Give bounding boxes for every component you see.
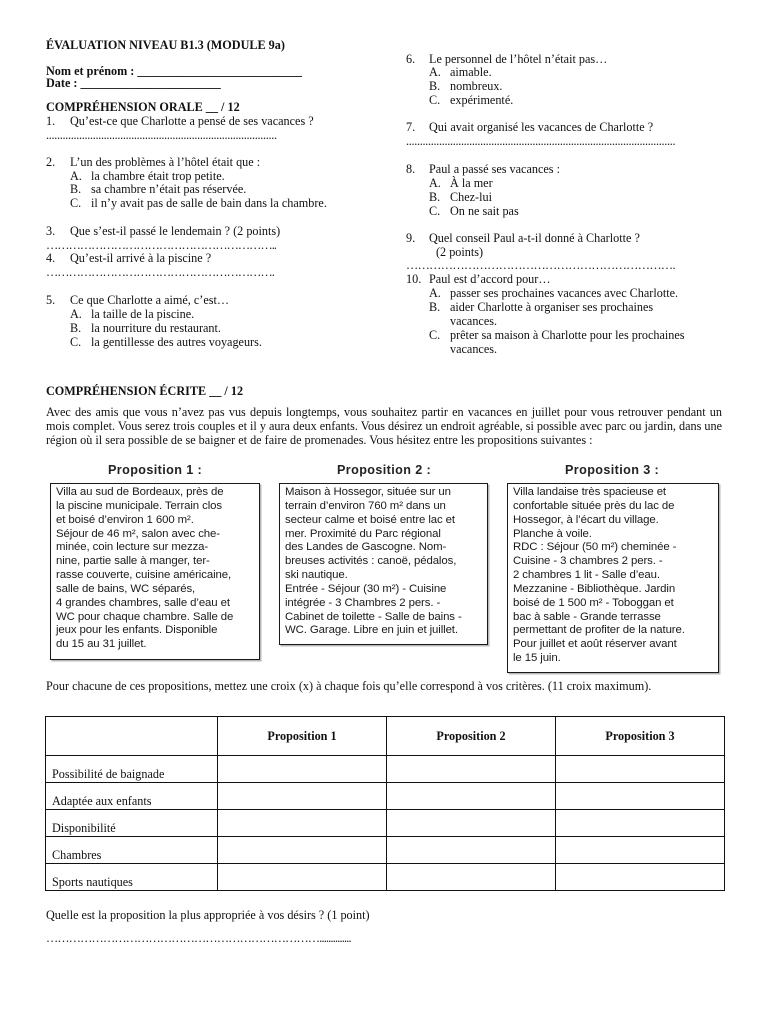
question-text: Paul est d’accord pour…	[429, 272, 551, 286]
option-letter: C.	[70, 196, 82, 210]
check-cell[interactable]	[218, 837, 387, 864]
option-letter: B.	[70, 321, 82, 335]
proposal-line: Mezzanine - Bibliothèque. Jardin	[513, 582, 676, 595]
proposal-line: confortable située près du lac de	[513, 499, 675, 512]
question-text: Quel conseil Paul a-t-il donné à Charlotte ?	[429, 231, 640, 245]
question-text: Qu’est-il arrivé à la piscine ?	[70, 251, 212, 265]
row-label: Chambres	[46, 837, 218, 864]
proposal-line: breuses activités : canoë, pédalos,	[285, 555, 457, 568]
proposal-line: nine, partie salle à manger, ter-	[56, 555, 210, 568]
proposal-line: Pour juillet et août réserver avant	[513, 638, 677, 651]
proposal-line: permettant de profiter de la nature.	[513, 624, 685, 637]
question-number: 6.	[406, 52, 416, 66]
option-5b[interactable]	[70, 321, 221, 335]
proposal-line: WC. Garage. Libre en juin et juillet.	[285, 624, 458, 637]
row-label: Possibilité de baignade	[46, 756, 218, 783]
check-cell[interactable]	[556, 783, 725, 810]
proposal-line: RDC : Séjour (50 m²) cheminée -	[513, 541, 677, 554]
check-cell[interactable]	[387, 783, 556, 810]
question-text: Paul a passé ses vacances :	[429, 162, 560, 176]
option-letter: A.	[429, 176, 441, 190]
written-section-heading: COMPRÉHENSION ÉCRITE __ / 12	[46, 384, 244, 398]
option-2b[interactable]	[70, 182, 246, 196]
question-text: Que s’est-il passé le lendemain ? (2 points)	[70, 224, 281, 238]
option-text: la chambre était trop petite.	[91, 169, 225, 183]
option-letter: A.	[429, 65, 441, 79]
check-cell[interactable]	[387, 864, 556, 891]
proposal-line: WC pour chaque chambre. Salle de	[56, 610, 234, 623]
question-text: Le personnel de l’hôtel n’était pas…	[429, 52, 608, 66]
proposal-line: intégrée - 3 Chambres 2 pers. -	[285, 596, 441, 609]
row-label: Sports nautiques	[46, 864, 218, 891]
row-label: Adaptée aux enfants	[46, 783, 218, 810]
check-cell[interactable]	[556, 810, 725, 837]
name-field[interactable]: Nom et prénom : ___________________________	[46, 64, 302, 78]
proposal-line: terrain d’environ 760 m² dans un	[285, 499, 446, 512]
proposal-line: 2 chambres 1 lit - Salle d’eau.	[513, 569, 660, 582]
option-text: expérimenté.	[450, 93, 514, 107]
question-9-points: (2 points)	[436, 245, 484, 259]
question-number: 3.	[46, 224, 56, 238]
option-10c[interactable]	[429, 328, 685, 342]
proposal-1-title: Proposition 1 :	[108, 463, 203, 477]
proposal-line: Villa au sud de Bordeaux, près de	[56, 486, 224, 498]
proposal-line: boisé de 1 500 m² - Toboggan et	[513, 596, 674, 609]
option-letter: A.	[70, 169, 82, 183]
proposal-line: jeux pour les enfants. Disponible	[56, 624, 218, 637]
option-text: On ne sait pas	[450, 204, 519, 218]
answer-line-1[interactable]: ....................................................................................	[46, 128, 277, 142]
proposal-line: Séjour de 46 m², salon avec che-	[56, 527, 220, 540]
proposal-line: Cuisine - 3 chambres 2 pers. -	[513, 555, 663, 568]
option-letter: C.	[70, 335, 82, 349]
option-text: nombreux.	[450, 79, 503, 93]
option-8b[interactable]	[429, 190, 492, 204]
check-cell[interactable]	[556, 756, 725, 783]
table-row	[46, 756, 725, 783]
proposal-line: ski nautique.	[285, 569, 348, 582]
option-8a[interactable]	[429, 176, 493, 190]
proposal-line: Villa landaise très spacieuse et	[513, 486, 666, 498]
answer-line-4[interactable]: …………………………………………………….	[46, 265, 274, 279]
proposal-line: la piscine municipale. Terrain clos	[56, 499, 222, 512]
table-header-cell: Proposition 3	[556, 717, 725, 756]
answer-line-3[interactable]: ……………………………………………………..	[46, 238, 277, 252]
option-2c[interactable]	[70, 196, 327, 210]
proposal-line: le 15 juin.	[513, 652, 561, 665]
option-letter: B.	[429, 79, 441, 93]
option-letter: A.	[70, 307, 82, 321]
option-text: passer ses prochaines vacances avec Charlotte.	[450, 286, 679, 300]
option-10c-continued: vacances.	[450, 342, 498, 356]
table-row	[46, 783, 725, 810]
proposal-2-title: Proposition 2 :	[337, 463, 432, 477]
proposal-line: salle de bains, WC séparés,	[56, 582, 196, 595]
option-text: À la mer	[450, 176, 493, 190]
question-text: Qui avait organisé les vacances de Charlotte ?	[429, 120, 654, 134]
question-text: Ce que Charlotte a aimé, c’est…	[70, 293, 230, 307]
proposal-line: rasse couverte, cuisine américaine,	[56, 569, 232, 582]
option-letter: B.	[429, 190, 441, 204]
question-number: 4.	[46, 251, 56, 265]
proposal-line: et boisé d’environ 1 600 m².	[56, 513, 194, 526]
question-number: 8.	[406, 162, 416, 176]
proposal-line: 4 grandes chambres, salle d’eau et	[56, 596, 230, 609]
question-number: 9.	[406, 231, 416, 245]
final-question: Quelle est la proposition la plus appropriée à vos désirs ? (1 point)	[46, 908, 370, 922]
option-text: prêter sa maison à Charlotte pour les prochaines	[450, 328, 685, 342]
proposal-line: secteur calme et boisé entre lac et	[285, 513, 455, 526]
proposal-line: Cabinet de toilette - Salle de bains -	[285, 610, 462, 623]
table-header-cell: Proposition 1	[218, 717, 387, 756]
check-cell[interactable]	[556, 837, 725, 864]
check-cell[interactable]	[218, 783, 387, 810]
check-cell[interactable]	[387, 837, 556, 864]
option-letter: C.	[429, 328, 441, 342]
oral-section-heading: COMPRÉHENSION ORALE __ / 12	[46, 100, 240, 114]
answer-line-9[interactable]: …………………………………………………………….	[406, 258, 675, 272]
question-number: 10.	[406, 272, 422, 286]
proposal-line: minée, coin lecture sur mezza-	[56, 541, 209, 554]
proposal-line: Maison à Hossegor, située sur un	[285, 486, 451, 498]
proposal-line: Hossegor, à l’écart du village.	[513, 513, 659, 526]
check-cell[interactable]	[218, 864, 387, 891]
question-number: 1.	[46, 114, 56, 128]
question-text: Qu’est-ce que Charlotte a pensé de ses vacances ?	[70, 114, 314, 128]
question-number: 5.	[46, 293, 56, 307]
option-text: Chez-lui	[450, 190, 492, 204]
proposal-line: Planche à voile.	[513, 527, 592, 540]
table-row	[46, 810, 725, 837]
page-title: ÉVALUATION NIVEAU B1.3 (MODULE 9a)	[46, 38, 285, 52]
date-field[interactable]: Date : _______________________	[46, 76, 221, 90]
table-corner-cell	[46, 717, 218, 756]
row-label: Disponibilité	[46, 810, 218, 837]
option-letter: C.	[429, 93, 441, 107]
proposal-line: Entrée - Séjour (30 m²) - Cuisine	[285, 582, 447, 595]
option-letter: C.	[429, 204, 441, 218]
option-letter: B.	[70, 182, 82, 196]
answer-line-7[interactable]: ..................................................................................................	[406, 134, 676, 148]
option-text: il n’y avait pas de salle de bain dans la chambre.	[91, 196, 327, 210]
proposal-line: bac à sable - Grande terrasse	[513, 610, 661, 623]
option-5a[interactable]	[70, 307, 194, 321]
intro-paragraph: Avec des amis que vous n’avez pas vus depuis longtemps, vous souhaitez partir en vacances en juillet pour vous retrouver pendant un mois complet. Vous serez trois couples et il y aura deux enfants. Vous désirez un endroit agréable, si possible avec parc ou jardin, dans une région où il sera possible de se baigner et de faire de promenades. Vous hésitez entre les propositions suivantes :	[46, 405, 723, 448]
proposal-2-box	[279, 483, 488, 645]
option-text: sa chambre n’était pas réservée.	[91, 182, 247, 196]
check-cell[interactable]	[387, 756, 556, 783]
option-text: la nourriture du restaurant.	[91, 321, 221, 335]
question-number: 7.	[406, 120, 416, 134]
final-answer-line[interactable]: ………………………………………………………………..............	[46, 931, 351, 945]
proposal-3-box	[507, 483, 719, 673]
option-10b-continued: vacances.	[450, 314, 498, 328]
question-number: 2.	[46, 155, 56, 169]
option-letter: A.	[429, 286, 441, 300]
proposal-1-box	[50, 483, 260, 660]
table-header-cell: Proposition 2	[387, 717, 556, 756]
check-cell[interactable]	[387, 810, 556, 837]
question-text: L’un des problèmes à l’hôtel était que :	[70, 155, 261, 169]
option-10b[interactable]	[429, 300, 653, 314]
option-8c[interactable]	[429, 204, 519, 218]
check-cell[interactable]	[218, 810, 387, 837]
proposal-line: des Landes de Gascogne. Nom-	[285, 541, 447, 554]
table-instruction: Pour chacune de ces propositions, mettez une croix (x) à chaque fois qu’elle correspond à vos critères. (11 croix maximum).	[46, 679, 652, 693]
table-row	[46, 837, 725, 864]
option-6b[interactable]	[429, 79, 502, 93]
option-10a[interactable]	[429, 286, 678, 300]
table-row	[46, 864, 725, 891]
criteria-table	[45, 716, 725, 891]
option-text: la taille de la piscine.	[91, 307, 195, 321]
proposal-3-title: Proposition 3 :	[565, 463, 660, 477]
option-6c[interactable]	[429, 93, 513, 107]
check-cell[interactable]	[556, 864, 725, 891]
table-header-row	[46, 717, 725, 756]
option-letter: B.	[429, 300, 441, 314]
option-text: la gentillesse des autres voyageurs.	[91, 335, 262, 349]
option-text: aimable.	[450, 65, 492, 79]
option-6a[interactable]	[429, 65, 492, 79]
option-text: aider Charlotte à organiser ses prochaines	[450, 300, 654, 314]
proposal-line: du 15 au 31 juillet.	[56, 638, 147, 651]
check-cell[interactable]	[218, 756, 387, 783]
proposal-line: mer. Proximité du Parc régional	[285, 527, 441, 540]
option-5c[interactable]	[70, 335, 262, 349]
